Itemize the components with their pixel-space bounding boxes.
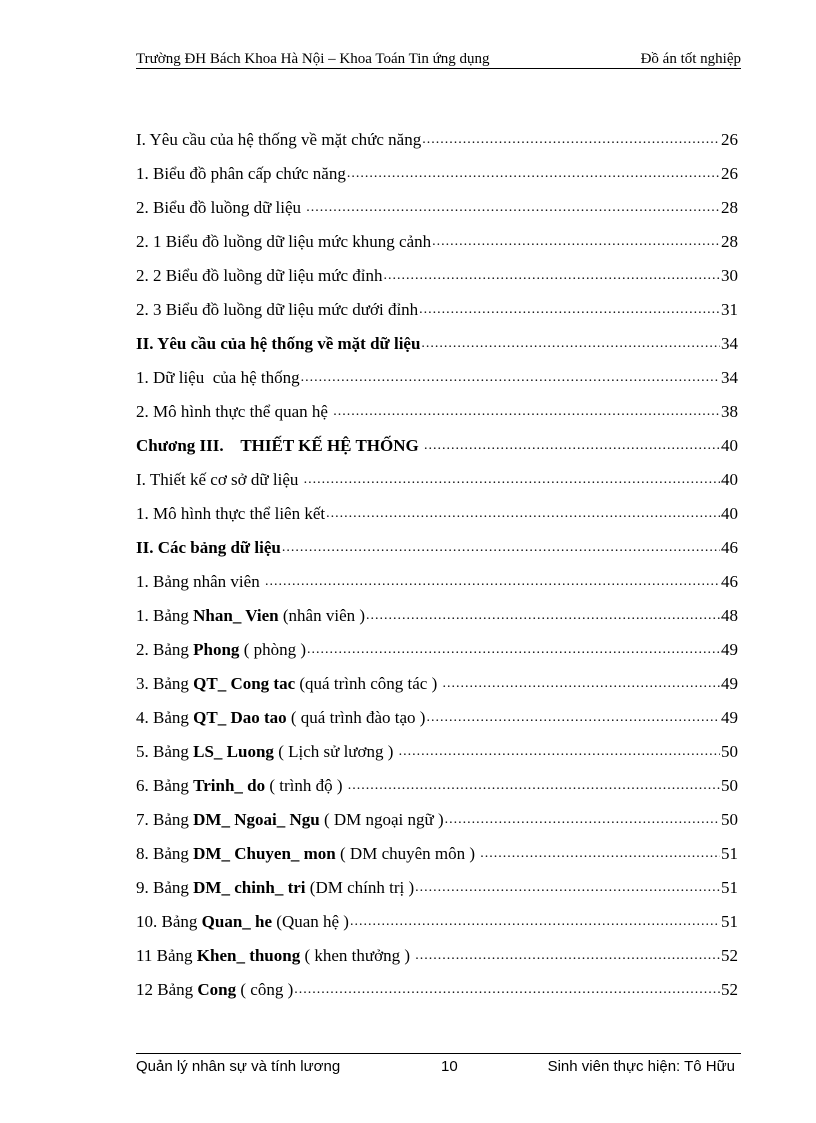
toc-entry-title-part: 10. Bảng: [136, 912, 202, 931]
toc-entry-title-part: (DM chính trị ): [305, 878, 415, 897]
toc-entry[interactable]: [136, 354, 738, 388]
toc-entry[interactable]: [136, 898, 738, 932]
toc-entry-title-part: 2. 2 Biểu đồ luồng dữ liệu mức đỉnh: [136, 266, 383, 285]
toc-entry-title-part: (Quan hệ ): [272, 912, 349, 931]
toc-entry-title-bold: LS_ Luong: [193, 742, 274, 761]
toc-dot-leader: [426, 708, 720, 728]
page-footer: [136, 1053, 741, 1075]
toc-page-number: 52: [721, 980, 738, 999]
toc-entry-title-part: 9. Bảng: [136, 878, 194, 897]
toc-page-number: 38: [721, 402, 738, 421]
toc-page-number: 52: [721, 946, 738, 965]
toc-page-number: 26: [721, 130, 738, 149]
toc-entry-title: [136, 606, 366, 626]
toc-dot-leader: [350, 912, 720, 932]
toc-entry[interactable]: [136, 830, 738, 864]
toc-page-number: 49: [721, 640, 738, 659]
toc-page-number: 51: [721, 844, 738, 863]
toc-entry-title: [136, 130, 422, 150]
toc-entry-title: [136, 946, 415, 966]
toc-dot-leader: [421, 334, 720, 354]
toc-page-number: 50: [721, 776, 738, 795]
toc-entry-title: [136, 368, 301, 388]
toc-dot-leader: [419, 300, 720, 320]
toc-entry-title-bold: Cong: [197, 980, 237, 999]
toc-entry-title: [136, 810, 445, 830]
toc-entry-title-part: ( Lịch sử lương ): [273, 742, 398, 761]
toc-entry-title-bold: II. Yêu cầu của hệ thống về mặt dữ liệu: [136, 334, 421, 353]
toc-dot-leader: [306, 198, 720, 218]
toc-entry[interactable]: [136, 422, 738, 456]
toc-entry-title: [136, 742, 399, 762]
toc-dot-leader: [399, 742, 720, 762]
toc-page-number: 46: [721, 538, 738, 557]
toc-entry-title-part: (quá trình công tác ): [295, 674, 442, 693]
toc-entry[interactable]: [136, 694, 738, 728]
toc-entry-title-part: I. Yêu cầu của hệ thống về mặt chức năng: [136, 130, 422, 149]
toc-entry-title-part: 2. Bảng: [136, 640, 194, 659]
toc-entry[interactable]: [136, 456, 738, 490]
toc-entry-title-part: 12 Bảng: [136, 980, 198, 999]
toc-dot-leader: [480, 844, 720, 864]
toc-entry-title-part: ( khen thưởng ): [300, 946, 415, 965]
toc-entry-title: [136, 844, 480, 864]
toc-entry-title: [136, 674, 442, 694]
toc-entry[interactable]: [136, 762, 738, 796]
toc-page-number: 31: [721, 300, 738, 319]
toc-entry-title-part: 6. Bảng: [136, 776, 194, 795]
toc-entry-title-part: ( quá trình đào tạo ): [286, 708, 426, 727]
toc-dot-leader: [301, 368, 720, 388]
toc-entry-title-bold: Khen_ thuong: [196, 946, 301, 965]
toc-entry-title-part: 1. Bảng: [136, 606, 194, 625]
toc-entry-title-part: 7. Bảng: [136, 810, 194, 829]
toc-dot-leader: [347, 164, 720, 184]
toc-dot-leader: [445, 810, 720, 830]
toc-entry-title: [136, 912, 350, 932]
toc-page-number: 40: [721, 470, 738, 489]
toc-entry[interactable]: [136, 864, 738, 898]
toc-dot-leader: [307, 640, 720, 660]
toc-dot-leader: [442, 674, 720, 694]
toc-page-number: 49: [721, 708, 738, 727]
toc-entry-title-part: ( trình độ ): [265, 776, 347, 795]
toc-entry[interactable]: [136, 286, 738, 320]
toc-entry-title: [136, 402, 333, 422]
toc-entry[interactable]: [136, 184, 738, 218]
footer-project-title: Quản lý nhân sự và tính lương: [136, 1058, 341, 1075]
toc-page-number: 50: [721, 742, 738, 761]
toc-dot-leader: [326, 504, 720, 524]
toc-entry-title-part: 1. Biểu đồ phân cấp chức năng: [136, 164, 346, 183]
toc-entry-title: [136, 266, 384, 286]
toc-dot-leader: [366, 606, 720, 626]
toc-entry[interactable]: [136, 796, 738, 830]
toc-entry-title: [136, 164, 347, 184]
toc-entry[interactable]: [136, 932, 738, 966]
toc-entry-title: [136, 504, 326, 524]
toc-entry-title-bold: II. Các bảng dữ liệu: [136, 538, 281, 557]
toc-entry[interactable]: [136, 728, 738, 762]
toc-entry-title-part: 2. 1 Biểu đồ luồng dữ liệu mức khung cảnh: [136, 232, 432, 251]
toc-entry-title-part: 2. 3 Biểu đồ luồng dữ liệu mức dưới đỉnh: [136, 300, 419, 319]
toc-dot-leader: [294, 980, 720, 1000]
toc-entry-title-part: 3. Bảng: [136, 674, 194, 693]
toc-dot-leader: [348, 776, 720, 796]
toc-entry-title-bold: Phong: [193, 640, 240, 659]
toc-entry-title-part: ( công ): [236, 980, 294, 999]
toc-entry-title-bold: DM_ Ngoai_ Ngu: [193, 810, 320, 829]
toc-page-number: 48: [721, 606, 738, 625]
toc-entry-title-part: (nhân viên ): [278, 606, 366, 625]
toc-page-number: 28: [721, 198, 738, 217]
page-header: [136, 50, 741, 69]
toc-entry-title-part: 4. Bảng: [136, 708, 194, 727]
toc-entry-title-bold: Chương III. THIẾT KẾ HỆ THỐNG: [136, 436, 423, 455]
toc-entry-title: [136, 572, 265, 592]
toc-entry[interactable]: [136, 592, 738, 626]
toc-entry-title: [136, 538, 282, 558]
toc-entry-title-part: 1. Mô hình thực thể liên kết: [136, 504, 326, 523]
toc-page-number: 30: [721, 266, 738, 285]
toc-dot-leader: [333, 402, 720, 422]
toc-entry-title-part: I. Thiết kế cơ sở dữ liệu: [136, 470, 303, 489]
toc-entry-title-part: 2. Biểu đồ luồng dữ liệu: [136, 198, 306, 217]
toc-entry-title: [136, 640, 307, 660]
toc-entry-title-part: 11 Bảng: [136, 946, 197, 965]
toc-dot-leader: [422, 130, 720, 150]
toc-entry-title: [136, 198, 306, 218]
toc-entry[interactable]: [136, 660, 738, 694]
toc-entry[interactable]: [136, 626, 738, 660]
toc-entry[interactable]: [136, 150, 738, 184]
toc-dot-leader: [304, 470, 720, 490]
toc-entry[interactable]: [136, 252, 738, 286]
toc-entry-title-bold: QT_ Dao tao: [193, 708, 287, 727]
toc-page-number: 51: [721, 878, 738, 897]
toc-entry-title-part: 5. Bảng: [136, 742, 194, 761]
toc-page-number: 46: [721, 572, 738, 591]
toc-entry-title-bold: DM_ chinh_ tri: [193, 878, 306, 897]
toc-entry-title-part: 2. Mô hình thực thể quan hệ: [136, 402, 333, 421]
toc-entry-title-part: ( DM ngoại ngữ ): [319, 810, 444, 829]
toc-entry[interactable]: [136, 558, 738, 592]
toc-entry-title-part: 1. Dữ liệu của hệ thống: [136, 368, 300, 387]
toc-entry-title: [136, 436, 424, 456]
toc-entry-title-bold: Trinh_ do: [193, 776, 266, 795]
toc-entry-title-part: 8. Bảng: [136, 844, 194, 863]
toc-entry-title-part: ( DM chuyên môn ): [335, 844, 480, 863]
toc-entry-title-bold: QT_ Cong tac: [193, 674, 296, 693]
toc-entry-title: [136, 980, 294, 1000]
toc-dot-leader: [282, 538, 720, 558]
toc-page-number: 34: [721, 334, 738, 353]
table-of-contents: [136, 116, 738, 1000]
header-doc-type: Đồ án tốt nghiệp: [640, 51, 741, 67]
toc-entry[interactable]: [136, 320, 738, 354]
toc-entry[interactable]: [136, 116, 738, 150]
toc-page-number: 26: [721, 164, 738, 183]
toc-dot-leader: [384, 266, 721, 286]
toc-dot-leader: [424, 436, 720, 456]
toc-page-number: 28: [721, 232, 738, 251]
toc-page-number: 51: [721, 912, 738, 931]
toc-entry[interactable]: [136, 388, 738, 422]
toc-dot-leader: [432, 232, 720, 252]
toc-entry-title: [136, 300, 419, 320]
toc-entry-title: [136, 232, 432, 252]
toc-page-number: 40: [721, 436, 738, 455]
toc-entry-title-bold: DM_ Chuyen_ mon: [193, 844, 336, 863]
toc-entry-title-part: 1. Bảng nhân viên: [136, 572, 264, 591]
toc-entry[interactable]: [136, 218, 738, 252]
toc-entry-title-bold: Nhan_ Vien: [193, 606, 279, 625]
toc-entry-title: [136, 334, 421, 354]
toc-entry[interactable]: [136, 524, 738, 558]
toc-page-number: 40: [721, 504, 738, 523]
toc-entry-title: [136, 878, 415, 898]
toc-entry[interactable]: [136, 490, 738, 524]
toc-entry-title-part: ( phòng ): [239, 640, 307, 659]
toc-entry-title: [136, 776, 348, 796]
footer-student: Sinh viên thực hiện: Tô Hữu: [547, 1058, 735, 1075]
toc-entry-title-bold: Quan_ he: [201, 912, 273, 931]
toc-entry-title: [136, 470, 304, 490]
header-school: Trường ĐH Bách Khoa Hà Nội – Khoa Toán Tin ứng dụng: [136, 51, 490, 67]
toc-dot-leader: [265, 572, 720, 592]
toc-page-number: 34: [721, 368, 738, 387]
footer-page-number: 10: [441, 1058, 458, 1075]
toc-page-number: 49: [721, 674, 738, 693]
toc-dot-leader: [415, 946, 720, 966]
toc-page-number: 50: [721, 810, 738, 829]
toc-entry[interactable]: [136, 966, 738, 1000]
toc-entry-title: [136, 708, 426, 728]
toc-dot-leader: [415, 878, 720, 898]
